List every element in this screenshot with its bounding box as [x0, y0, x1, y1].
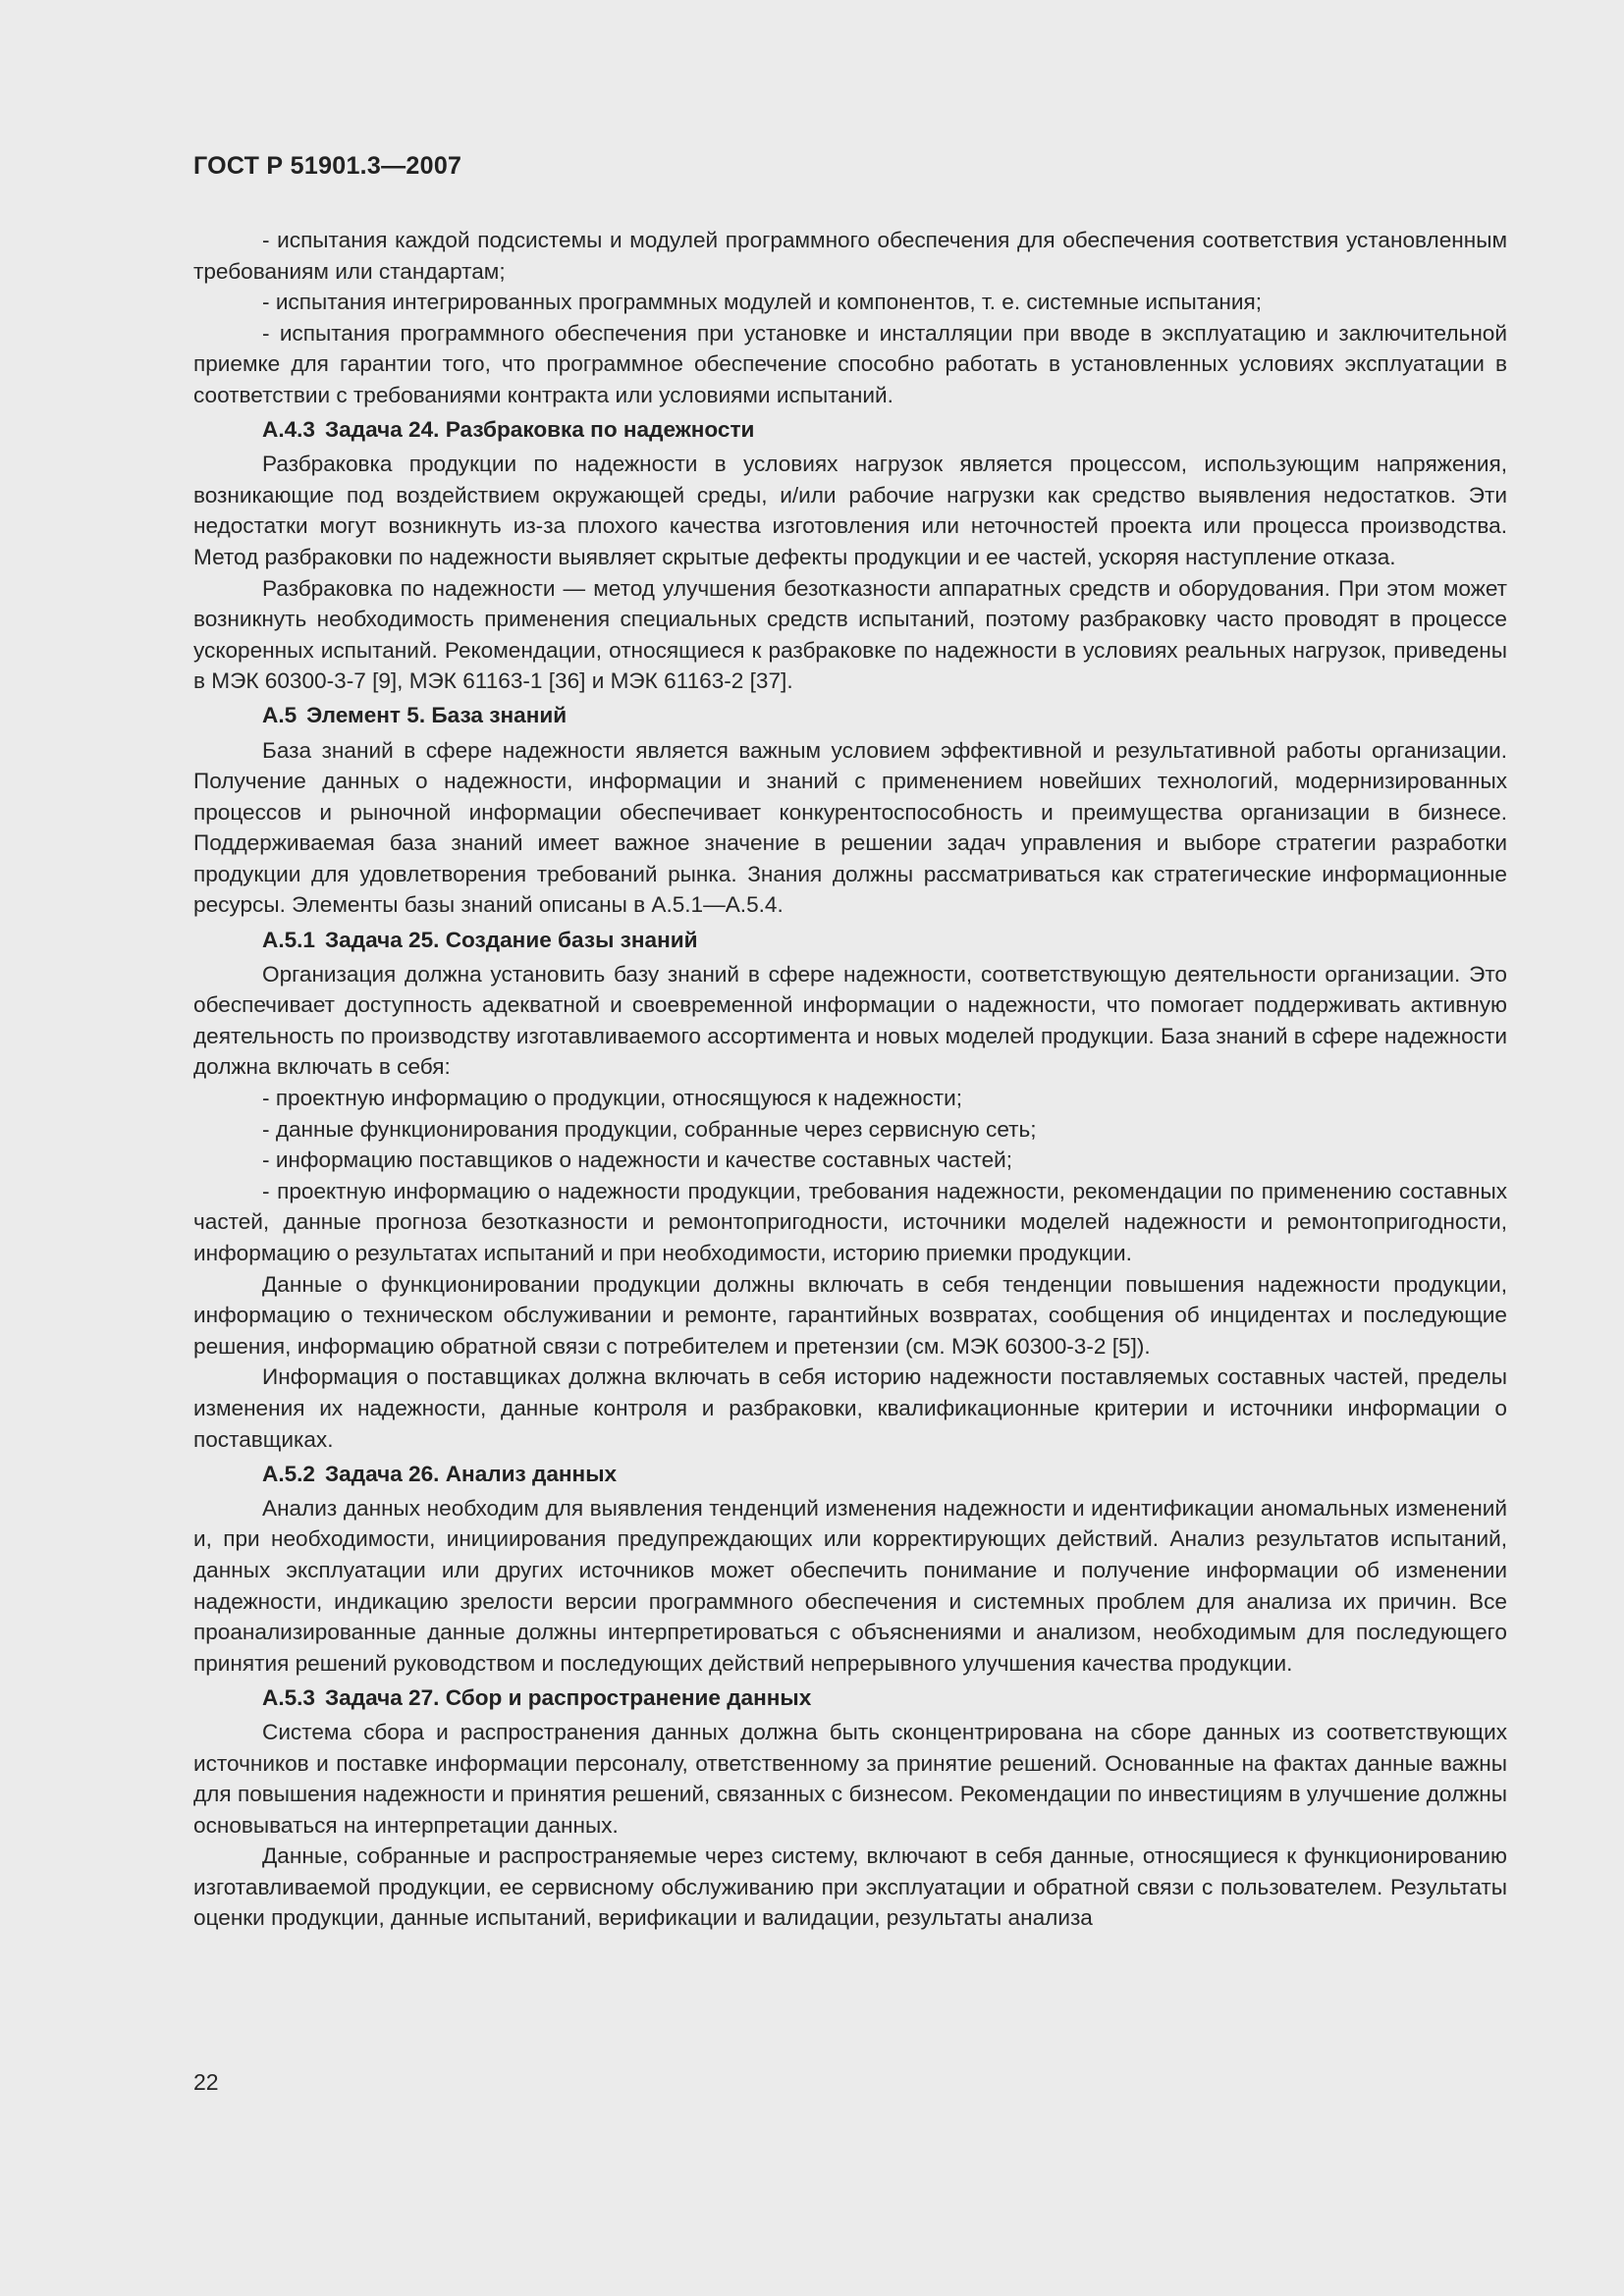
- section-number: А.5.1: [262, 927, 316, 952]
- paragraph: Данные, собранные и распространяемые через систему, включают в себя данные, относящиеся к функционированию изготавливаемой продукции, ее сервисному обслуживанию при эксплуатации и обратной связи с пользователем. Результаты оценки продукции, данные испытаний, верификации и валидации, результаты анализа: [193, 1843, 1507, 1931]
- paragraph: Информация о поставщиках должна включать в себя историю надежности поставляемых составных частей, пределы изменения их надежности, данные контроля и разбраковки, квалификационные критерии и источники информации о поставщиках.: [193, 1364, 1507, 1452]
- section-number: А.5.3: [262, 1684, 316, 1710]
- list-item: - проектную информацию о надежности продукции, требования надежности, рекомендации по применению составных частей, данные прогноза безотказности и ремонтопригодности, источники моделей надежности и ремонтопригодности, информацию о результатах испытаний и при необходимости, историю приемки продукции.: [193, 1176, 1507, 1269]
- list-item: - испытания каждой подсистемы и модулей программного обеспечения для обеспечения соответствия установленным требованиям или стандартам;: [193, 225, 1507, 287]
- paragraph: Организация должна установить базу знаний в сфере надежности, соответствующую деятельности организации. Это обеспечивает доступность адекватной и своевременной информации о надежности, что помогает поддерживать активную деятельность по производству изготавливаемого ассортимента и новых моделей продукции. База знаний в сфере надежности должна включать в себя:: [193, 961, 1507, 1080]
- paragraph: Разбраковка по надежности — метод улучшения безотказности аппаратных средств и оборудования. При этом может возникнуть необходимость применения специальных средств испытаний, поэтому разбраковку часто проводят в процессе ускоренных испытаний. Рекомендации, относящиеся к разбраковке по надежности в условиях реальных нагрузок, приведены в МЭК 60300-3-7 [9], МЭК 61163-1 [36] и МЭК 61163-2 [37].: [193, 575, 1507, 694]
- paragraph: Анализ данных необходим для выявления тенденций изменения надежности и идентификации аномальных изменений и, при необходимости, инициирования предупреждающих или корректирующих действий. Анализ результатов испытаний, данных эксплуатации или других источников может обеспечить понимание и получение информации об изменении надежности, индикацию зрелости версии программного обеспечения и системных проблем для анализа их причин. Все проанализированные данные должны интерпретироваться с объяснениями и анализом, необходимым для последующего принятия решений руководством и последующих действий непрерывного улучшения качества продукции.: [193, 1495, 1507, 1676]
- list-item: - данные функционирования продукции, собранные через сервисную сеть;: [193, 1114, 1507, 1146]
- paragraph: База знаний в сфере надежности является важным условием эффективной и результативной работы организации. Получение данных о надежности, информации и знаний с применением новейших технологий, модернизированных процессов и рыночной информации обеспечивает конкурентоспособность и преимущества организации в бизнесе. Поддерживаемая база знаний имеет важное значение в решении задач управления и выборе стратегии разработки продукции для удовлетворения требований рынка. Знания должны рассматриваться как стратегические информационные ресурсы. Элементы базы знаний описаны в А.5.1—А.5.4.: [193, 737, 1507, 918]
- section-title: Элемент 5. База знаний: [306, 703, 568, 728]
- section-title: Задача 24. Разбраковка по надежности: [325, 417, 755, 443]
- paragraph: Система сбора и распространения данных должна быть сконцентрирована на сборе данных из соответствующих источников и поставке информации персоналу, ответственному за принятие решений. Основанные на фактах данные важны для повышения надежности и принятия решений, связанных с бизнесом. Рекомендации по инвестициям в улучшение должны основываться на интерпретации данных.: [193, 1719, 1507, 1838]
- document-body: [193, 225, 1507, 1934]
- section-heading: [262, 925, 1507, 956]
- section-number: А.4.3: [262, 417, 316, 443]
- page-header-standard-number: ГОСТ Р 51901.3—2007: [193, 152, 462, 180]
- section-title: Задача 26. Анализ данных: [325, 1461, 618, 1486]
- paragraph: Данные о функционировании продукции должны включать в себя тенденции повышения надежности продукции, информацию о техническом обслуживании и ремонте, гарантийных возвратах, сообщения об инцидентах и последующие решения, информацию обратной связи с потребителем и претензии (см. МЭК 60300-3-2 [5]).: [193, 1271, 1507, 1359]
- list-item: - испытания программного обеспечения при установке и инсталляции при вводе в эксплуатацию и заключительной приемке для гарантии того, что программное обеспечение способно работать в установленных условиях эксплуатации в соответствии с требованиями контракта или условиями испытаний.: [193, 318, 1507, 411]
- paragraph: Разбраковка продукции по надежности в условиях нагрузок является процессом, использующим напряжения, возникающие под воздействием окружающей среды, и/или рабочие нагрузки как средство выявления недостатков. Эти недостатки могут возникнуть из-за плохого качества изготовления или неточностей проекта или процесса производства. Метод разбраковки по надежности выявляет скрытые дефекты продукции и ее частей, ускоряя наступление отказа.: [193, 452, 1507, 569]
- section-heading: [262, 1682, 1507, 1714]
- section-heading: [262, 700, 1507, 731]
- section-title: Задача 27. Сбор и распространение данных: [325, 1684, 812, 1710]
- document-page: [193, 0, 1507, 2296]
- list-item: - испытания интегрированных программных модулей и компонентов, т. е. системные испытания;: [193, 287, 1507, 318]
- section-title: Задача 25. Создание базы знаний: [325, 927, 698, 952]
- list-item: - проектную информацию о продукции, относящуюся к надежности;: [193, 1083, 1507, 1114]
- section-heading: [262, 414, 1507, 446]
- page-number: 22: [193, 2069, 219, 2095]
- section-number: А.5.2: [262, 1461, 316, 1486]
- section-number: А.5: [262, 703, 298, 728]
- list-item: - информацию поставщиков о надежности и качестве составных частей;: [193, 1145, 1507, 1176]
- section-heading: [262, 1459, 1507, 1490]
